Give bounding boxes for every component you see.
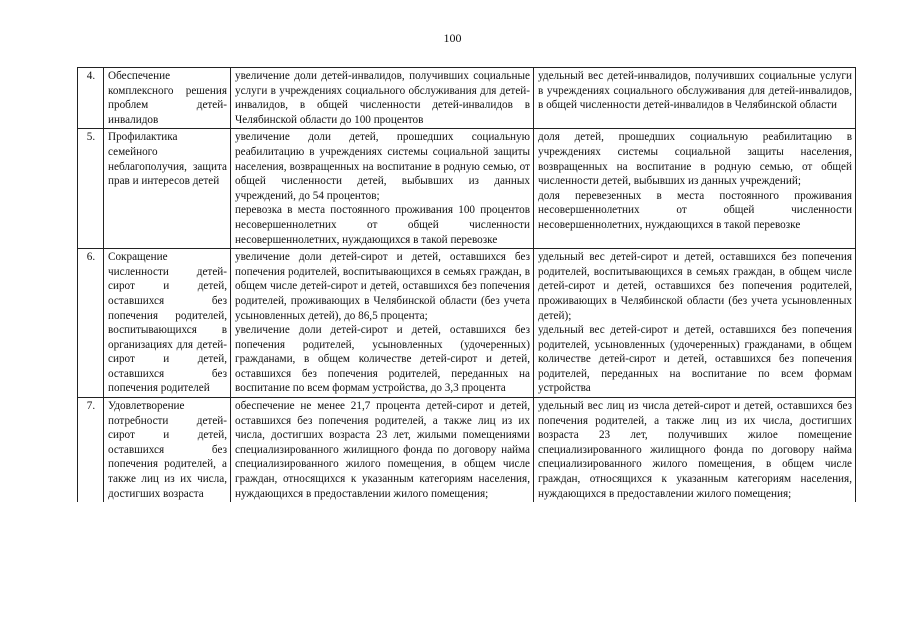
indicator-cell: [534, 68, 856, 129]
row-number: 7.: [78, 398, 104, 503]
table-row: [78, 249, 856, 398]
page-number: 100: [443, 31, 462, 45]
target-cell: [231, 68, 534, 129]
target-text: перевозка в места постоянного проживания 100 процентов несовершеннолетних от общей численности несовершеннолетних, нуждающихся в такой перевозке: [235, 204, 530, 246]
indicator-text: удельный вес лиц из числа детей-сирот и детей, оставшихся без попечения родителей, а также лиц из их числа, достигших возраста 23 лет, получивших жилое помещение специализированного жилищного фонда по договору найма специализированного жилого помещения, в общем числе граждан, относящихся к указанным категориям населения, нуждающихся в предоставлении жилого помещения;: [538, 400, 852, 500]
target-text: обеспечение не менее 21,7 процента детей-сирот и детей, оставшихся без попечения родителей, а также лиц из их числа, достигших возраста 23 лет, жилыми помещениями специализированного жилищного фонда по договору найма специализированного жилого помещения, в общем числе граждан, относящихся к указанным категориям населения, нуждающихся в предоставлении жилого помещения;: [235, 400, 530, 500]
indicator-text: удельный вес детей-сирот и детей, оставшихся без попечения родителей, усыновленных (удочеренных) гражданами, в общем количестве детей-сирот и детей, оставшихся без попечения родителей, переданных на воспитание по всем формам устройства: [538, 324, 852, 395]
task-name: Профилактика семейного неблагополучия, защита прав и интересов детей: [104, 129, 231, 249]
table-row: [78, 68, 856, 129]
task-name: Удовлетворение потребности детей-сирот и детей, оставшихся без попечения родителей, а также лиц из их числа, достигших возраста: [104, 398, 231, 503]
target-cell: [231, 249, 534, 398]
indicator-text: доля перевезенных в места постоянного проживания несовершеннолетних от общей численности несовершеннолетних, нуждающихся в такой перевозке: [538, 189, 852, 231]
indicator-text: удельный вес детей-инвалидов, получивших социальные услуги в учреждениях социального обслуживания для детей-инвалидов, в общей численности детей-инвалидов в Челябинской области: [538, 70, 852, 112]
indicator-cell: [534, 249, 856, 398]
target-text: увеличение доли детей-сирот и детей, оставшихся без попечения родителей, воспитывающихся в семьях граждан, в общем числе детей-сирот и детей, оставшихся без попечения родителей, проживающих в Челябинской области (без учета усыновленных детей), до 86,5 процента;: [235, 251, 530, 322]
row-number: 4.: [78, 68, 104, 129]
indicator-cell: [534, 398, 856, 503]
task-name: Сокращение численности детей-сирот и детей, оставшихся без попечения родителей, воспитывающихся в организациях для детей-сирот и детей, оставшихся без попечения родителей: [104, 249, 231, 398]
target-cell: [231, 398, 534, 503]
row-number: 5.: [78, 129, 104, 249]
indicator-text: доля детей, прошедших социальную реабилитацию в учреждениях системы социальной защиты населения, возвращенных на воспитание в родную семью, от общей численности детей, выбывших из данных учреждений;: [538, 131, 852, 188]
table-row: [78, 129, 856, 249]
target-text: увеличение доли детей-инвалидов, получивших социальные услуги в учреждениях социального обслуживания для детей-инвалидов, в общей численности детей-инвалидов в Челябинской области до 100 процентов: [235, 70, 530, 126]
indicator-text: удельный вес детей-сирот и детей, оставшихся без попечения родителей, воспитывающихся в семьях граждан, в общем числе детей-сирот и детей, оставшихся без попечения родителей, проживающих в Челябинской области (без учета усыновленных детей);: [538, 251, 852, 322]
program-table: [77, 67, 856, 502]
row-number: 6.: [78, 249, 104, 398]
indicator-cell: [534, 129, 856, 249]
target-cell: [231, 129, 534, 249]
target-text: увеличение доли детей-сирот и детей, оставшихся без попечения родителей, усыновленных (удочеренных) гражданами, в общем количестве детей-сирот и детей, оставшихся без попечения родителей, переданных на воспитание по всем формам устройства, до 3,3 процента: [235, 324, 530, 395]
target-text: увеличение доли детей, прошедших социальную реабилитацию в учреждениях системы социальной защиты населения, возвращенных на воспитание в родную семью, от общей численности детей, выбывших из данных учреждений, до 54 процентов;: [235, 131, 530, 202]
table-row: [78, 398, 856, 503]
task-name: Обеспечение комплексного решения проблем детей-инвалидов: [104, 68, 231, 129]
